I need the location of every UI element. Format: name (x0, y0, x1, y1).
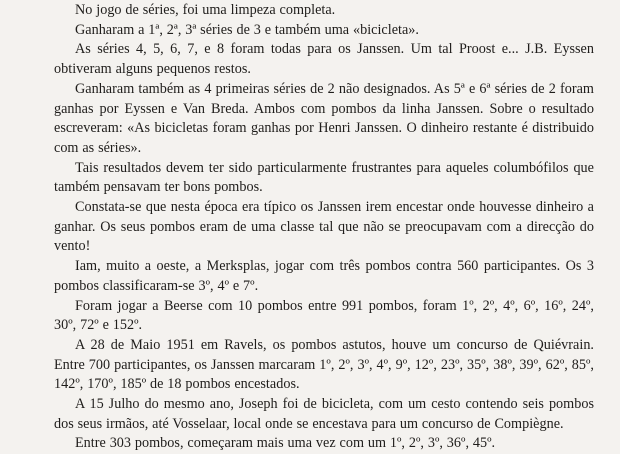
paragraph-4: Ganharam também as 4 primeiras séries de 2 não designados. As 5ª e 6ª séries de 2 foram ganhas por Eyssen e Van Breda. Ambos com pombos da linha Janssen. Sobre o resultado escreveram: «As bicicletas foram ganhas por Henri Janssen. O dinheiro restante é distribuido com as séries». (54, 80, 594, 156)
paragraph-6: Constata-se que nesta época era típico os Janssen irem encestar onde houvesse dinheiro a ganhar. Os seus pombos eram de uma classe tal que não se preocupavam com a direcção do vento! (54, 199, 594, 255)
paragraph-8: Foram jogar a Beerse com 10 pombos entre 991 pombos, foram 1º, 2º, 4º, 6º, 16º, 24º, 30º, 72º e 152º. (54, 297, 594, 334)
paragraph-1: No jogo de séries, foi uma limpeza completa. (75, 2, 336, 18)
paragraph-10: A 15 Julho do mesmo ano, Joseph foi de bicicleta, com um cesto contendo seis pombos dos seus irmãos, até Vosselaar, local onde se encestava para um concurso de Compiègne. (54, 396, 594, 432)
paragraph-2: Ganharam a 1ª, 2ª, 3ª séries de 3 e também uma «bicicleta». (75, 21, 419, 38)
paragraph-11: Entre 303 pombos, começaram mais uma vez com um 1º, 2º, 3º, 36º, 45º. (75, 435, 496, 452)
paragraph-7: Iam, muito a oeste, a Merksplas, jogar com três pombos contra 560 participantes. Os 3 pombos classificaram-se 3º, 4º e 7º. (54, 258, 594, 294)
paragraph-9: A 28 de Maio 1951 em Ravels, os pombos astutos, houve um concurso de Quiévrain. Entre 700 participantes, os Janssen marcaram 1º, 2º, 3º, 4º, 9º, 12º, 23º, 35º, 38º, 39º, 62º, 85º, 142º, 170º, 185º de 18 pombos encestados. (54, 336, 594, 393)
paragraph-3: As séries 4, 5, 6, 7, e 8 foram todas para os Janssen. Um tal Proost e... J.B. Eyssen obtiveram alguns pequenos restos. (54, 41, 594, 78)
paragraph-5: Tais resultados devem ter sido particularmente frustrantes para aqueles columbófilos que também pensavam ter bons pombos. (54, 159, 594, 196)
